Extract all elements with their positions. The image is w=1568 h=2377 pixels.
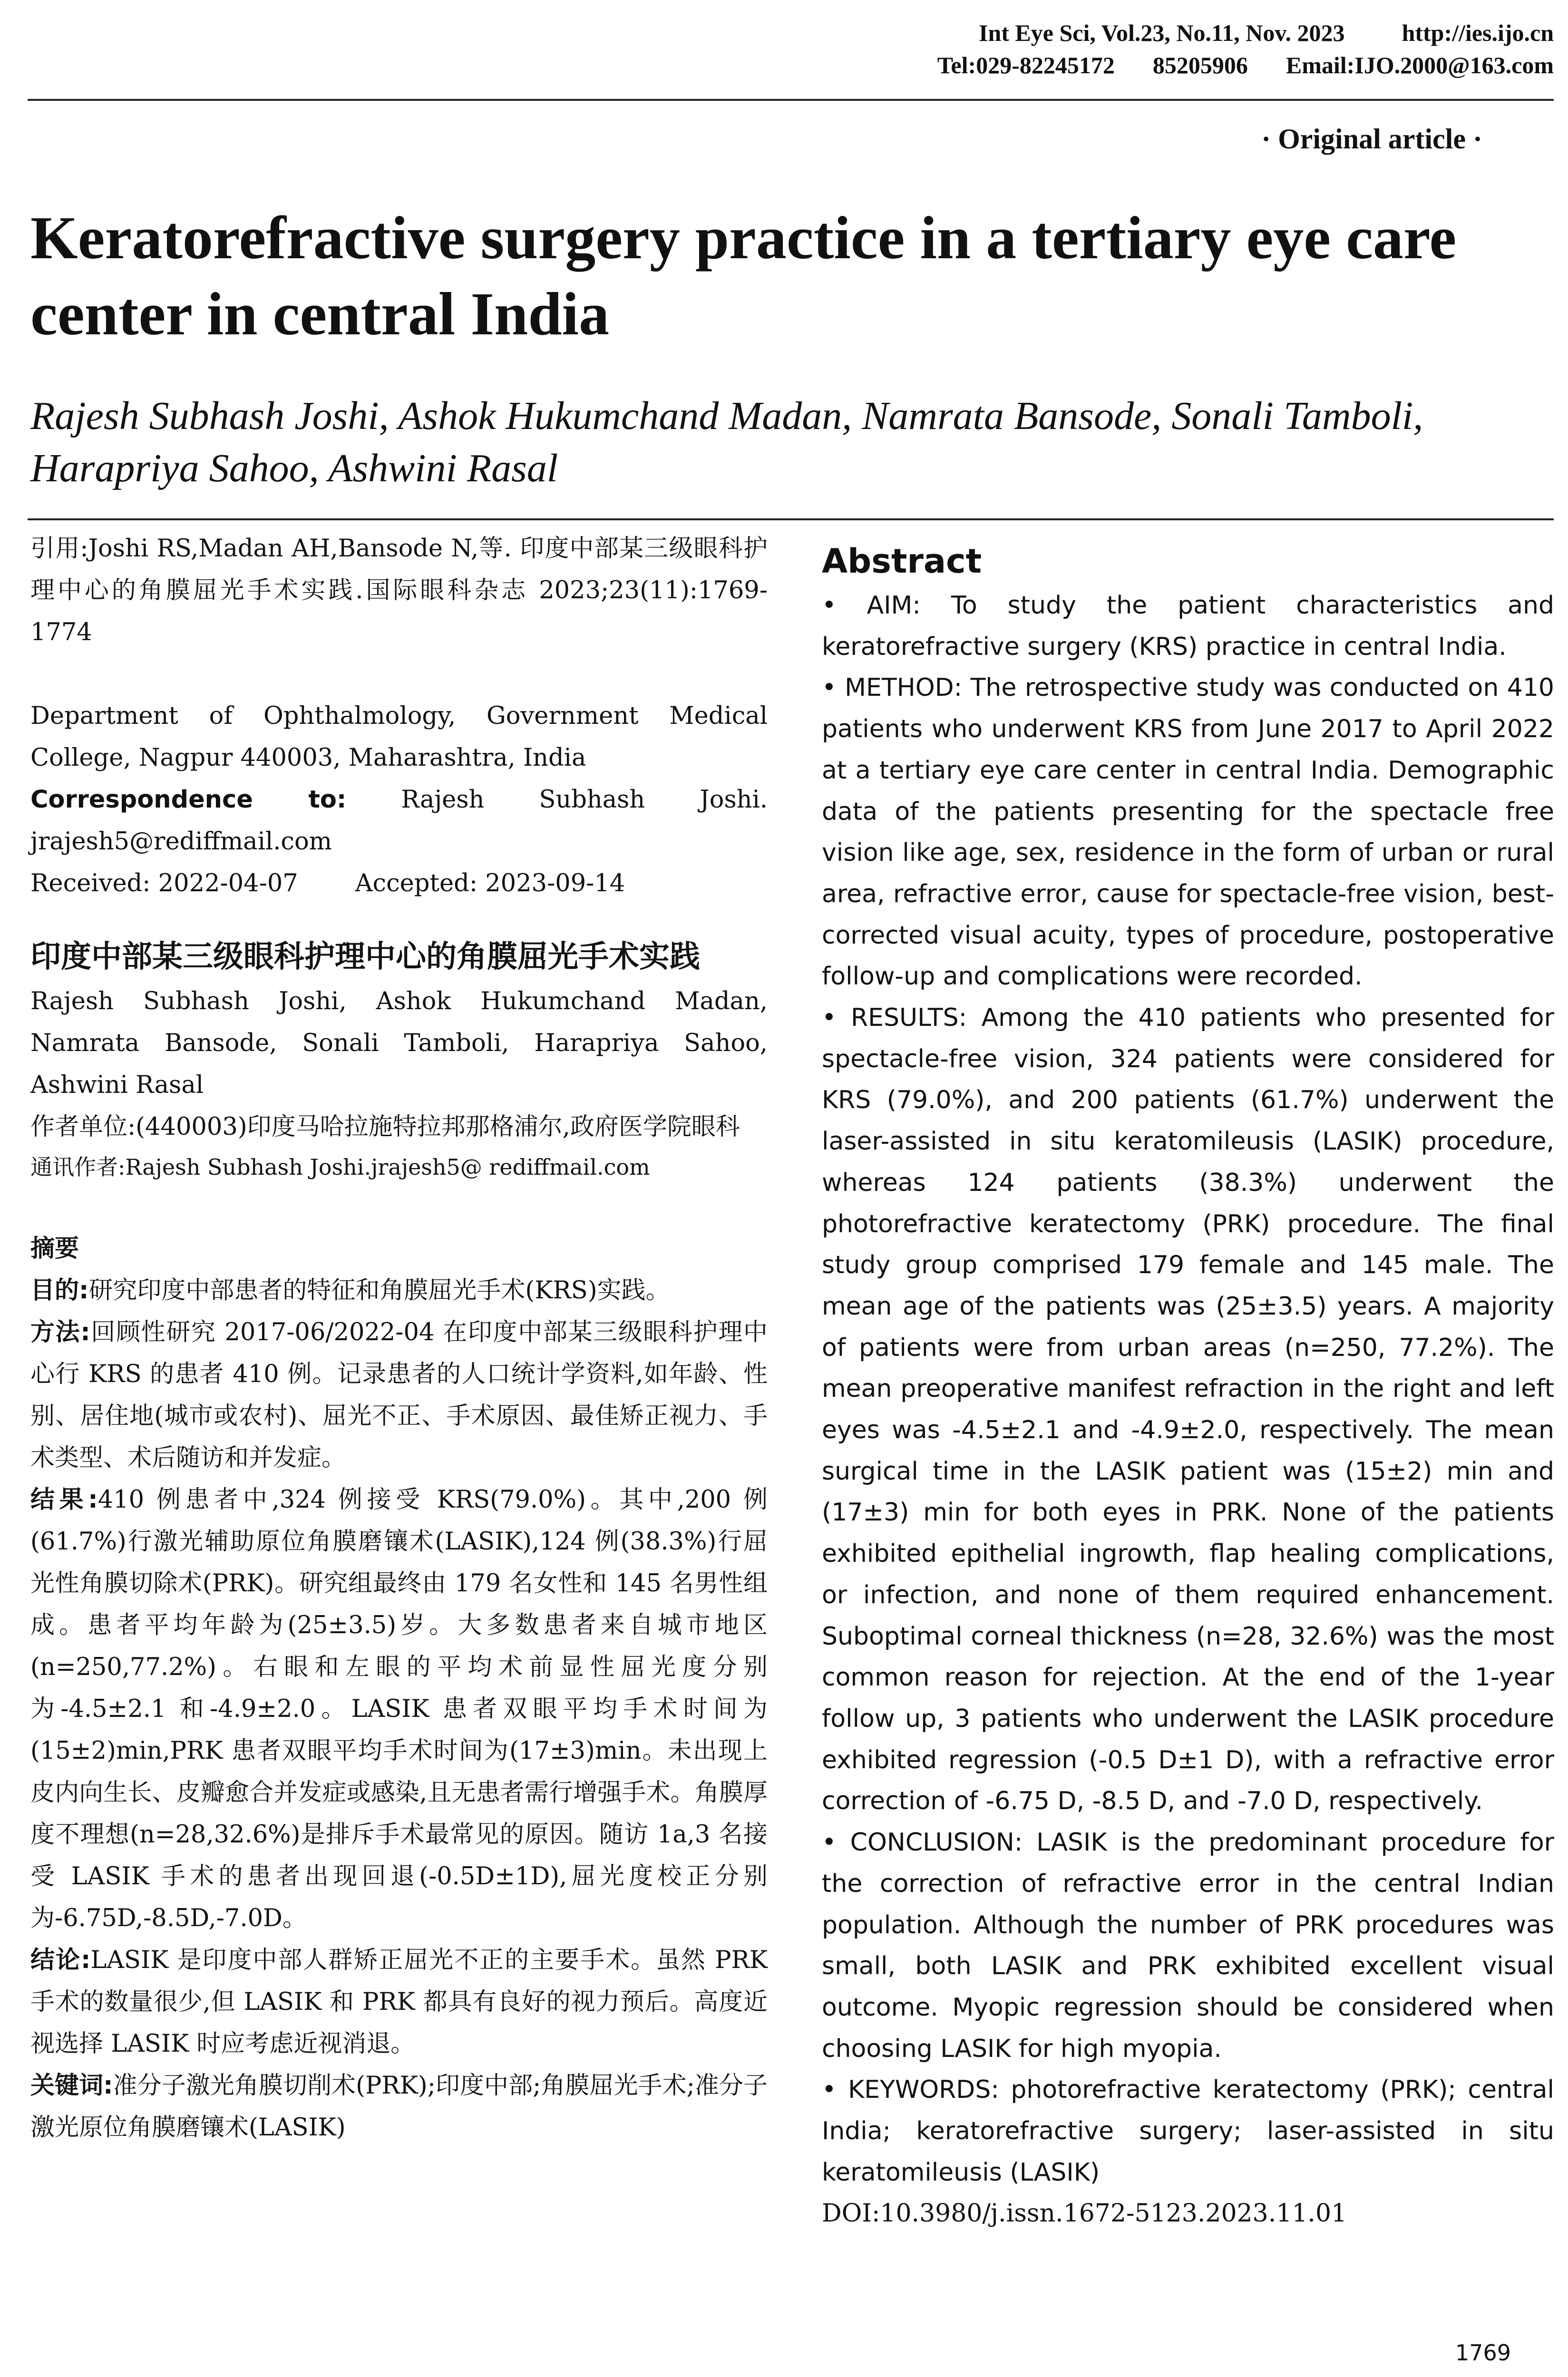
citation: 引用:Joshi RS,Madan AH,Bansode N,等. 印度中部某三级眼科护理中心的角膜屈光手术实践.国际眼科杂志 2023;23(11):1769-1774: [30, 535, 768, 646]
chinese-method-label: 方法:: [30, 1318, 90, 1346]
left-column: [30, 528, 768, 2149]
journal-header: [979, 19, 1554, 47]
abstract-method-text: The retrospective study was conducted on 410 patients who underwent KRS from June 2017 to April 2022 at a tertiary eye care center in central India. Demographic data of the patients presenting for the spectacle free vision like age, sex, residence in the form of urban or rural area, refractive error, cause for spectacle-free vision, best-corrected visual acuity, types of procedure, postoperative follow-up and complications were recorded.: [822, 673, 1555, 991]
correspondence-label: Correspondence to:: [30, 786, 347, 814]
journal-email: Email:IJO.2000@163.com: [1286, 52, 1554, 78]
page-number: 1769: [1455, 2340, 1511, 2366]
chinese-result-label: 结果:: [30, 1486, 98, 1514]
abstract-keywords: [822, 2069, 1554, 2193]
abstract-conclusion-label: • CONCLUSION:: [822, 1828, 1023, 1857]
abstract-results: [822, 997, 1554, 1822]
journal-tel: Tel:029-82245172: [937, 52, 1115, 78]
abstract-results-label: • RESULTS:: [822, 1003, 967, 1033]
chinese-authors: Rajesh Subhash Joshi, Ashok Hukumchand Madan, Namrata Bansode, Sonali Tamboli, Harapriya Sahoo, Ashwini Rasal: [30, 987, 768, 1099]
abstract-aim-label: • AIM:: [822, 591, 921, 620]
chinese-conclusion: [30, 1939, 768, 2065]
abstract-aim-text: To study the patient characteristics and keratorefractive surgery (KRS) practice in central India.: [822, 591, 1555, 661]
doi[interactable]: DOI:10.3980/j.issn.1672-5123.2023.11.01: [822, 2199, 1347, 2228]
chinese-aim-text: 研究印度中部患者的特征和角膜屈光手术(KRS)实践。: [88, 1276, 670, 1305]
received-date: Received: 2022-04-07: [30, 869, 298, 897]
right-column: [822, 537, 1554, 2234]
article-type: · Original article ·: [1261, 123, 1482, 155]
correspondence: [30, 779, 768, 863]
dates: [30, 863, 768, 905]
correspondence-text: Rajesh Subhash Joshi. jrajesh5@rediffmail.com: [30, 786, 768, 856]
header-divider: [28, 99, 1554, 101]
abstract-method-label: • METHOD:: [822, 673, 963, 702]
chinese-aim: [30, 1270, 768, 1312]
journal-citation: Int Eye Sci, Vol.23, No.11, Nov. 2023: [979, 19, 1345, 46]
chinese-method: [30, 1312, 768, 1479]
abstract-aim: [822, 585, 1554, 667]
abstract-method: [822, 667, 1554, 997]
chinese-conclusion-label: 结论:: [30, 1946, 91, 1974]
chinese-conclusion-text: LASIK 是印度中部人群矫正屈光不正的主要手术。虽然 PRK 手术的数量很少,但 LASIK 和 PRK 都具有良好的视力预后。高度近视选择 LASIK 时应考虑近视消退。: [30, 1946, 768, 2058]
chinese-method-text: 回顾性研究 2017-06/2022-04 在印度中部某三级眼科护理中心行 KRS 的患者 410 例。记录患者的人口统计学资料,如年龄、性别、居住地(城市或农村)、屈光不正、手术原因、最佳矫正视力、手术类型、术后随访和并发症。: [30, 1318, 768, 1472]
journal-url[interactable]: http://ies.ijo.cn: [1402, 19, 1554, 46]
department: Department of Ophthalmology, Government Medical College, Nagpur 440003, Maharashtra, India: [30, 702, 768, 772]
abstract-keywords-label: • KEYWORDS:: [822, 2075, 999, 2104]
abstract-conclusion-text: LASIK is the predominant procedure for the correction of refractive error in the central Indian population. Although the number of PRK procedures was small, both LASIK and PRK exhibited excellent visual outcome. Myopic regression should be considered when choosing LASIK for high myopia.: [822, 1828, 1555, 2063]
chinese-correspondence: 通讯作者:Rajesh Subhash Joshi.jrajesh5@ rediffmail.com: [30, 1154, 650, 1180]
chinese-aim-label: 目的:: [30, 1276, 89, 1305]
abstract-heading: Abstract: [822, 542, 982, 581]
chinese-unit: 作者单位:(440003)印度马哈拉施特拉邦那格浦尔,政府医学院眼科: [30, 1113, 740, 1141]
chinese-result: [30, 1479, 768, 1939]
chinese-keywords: [30, 2065, 768, 2149]
chinese-keywords-label: 关键词:: [30, 2072, 113, 2100]
accepted-date: Accepted: 2023-09-14: [355, 869, 625, 897]
abstract-keywords-text: photorefractive keratectomy (PRK); central India; keratorefractive surgery; laser-assisted in situ keratomileusis (LASIK): [822, 2075, 1554, 2187]
chinese-keywords-text: 准分子激光角膜切削术(PRK);印度中部;角膜屈光手术;准分子激光原位角膜磨镶术(LASIK): [30, 2072, 768, 2142]
journal-contact: [937, 51, 1554, 79]
abstract-conclusion: [822, 1822, 1554, 2069]
title-divider: [28, 518, 1554, 520]
chinese-result-text: 410 例患者中,324 例接受 KRS(79.0%)。其中,200 例(61.7%)行激光辅助原位角膜磨镶术(LASIK),124 例(38.3%)行屈光性角膜切除术(PRK)。研究组最终由 179 名女性和 145 名男性组成。患者平均年龄为(25±3.5)岁。大多数患者来自城市地区(n=250,77.2%)。右眼和左眼的平均术前显性屈光度分别为-4.5±2.1 和-4.9±2.0。LASIK 患者双眼平均手术时间为(15±2)min,PRK 患者双眼平均手术时间为(17±3)min。未出现上皮内向生长、皮瓣愈合并发症或感染,且无患者需行增强手术。角膜厚度不理想(n=28,32.6%)是排斥手术最常见的原因。随访 1a,3 名接受 LASIK 手术的患者出现回退(-0.5D±1D),屈光度校正分别为-6.75D,-8.5D,-7.0D。: [30, 1486, 768, 1932]
journal-tel2: 85205906: [1152, 52, 1248, 78]
abstract-results-text: Among the 410 patients who presented for spectacle-free vision, 324 patients were considered for KRS (79.0%), and 200 patients (61.7%) underwent the laser-assisted in situ keratomileusis (LASIK) procedure, whereas 124 patients (38.3%) underwent the photorefractive keratectomy (PRK) procedure. The final study group comprised 179 female and 145 male. The mean age of the patients was (25±3.5) years. A majority of patients were from urban areas (n=250, 77.2%). The mean preoperative manifest refraction in the right and left eyes was -4.5±2.1 and -4.9±2.0, respectively. The mean surgical time in the LASIK patient was (15±2) min and (17±3) min for both eyes in PRK. None of the patients exhibited epithelial ingrowth, flap healing complications, or infection, and none of them required enhancement. Suboptimal corneal thickness (n=28, 32.6%) was the most common reason for rejection. At the end of the 1-year follow up, 3 patients who underwent the LASIK procedure exhibited regression (-0.5 D±1 D), with a refractive error correction of -6.75 D, -8.5 D, and -7.0 D, respectively.: [822, 1003, 1554, 1816]
article-authors: Rajesh Subhash Joshi, Ashok Hukumchand Madan, Namrata Bansode, Sonali Tamboli, Harapriya Sahoo, Ashwini Rasal: [30, 394, 1423, 490]
chinese-abstract-heading: 摘要: [30, 1235, 79, 1263]
chinese-title: 印度中部某三级眼科护理中心的角膜屈光手术实践: [30, 939, 700, 974]
article-title: Keratorefractive surgery practice in a tertiary eye care center in central India: [30, 204, 1457, 348]
